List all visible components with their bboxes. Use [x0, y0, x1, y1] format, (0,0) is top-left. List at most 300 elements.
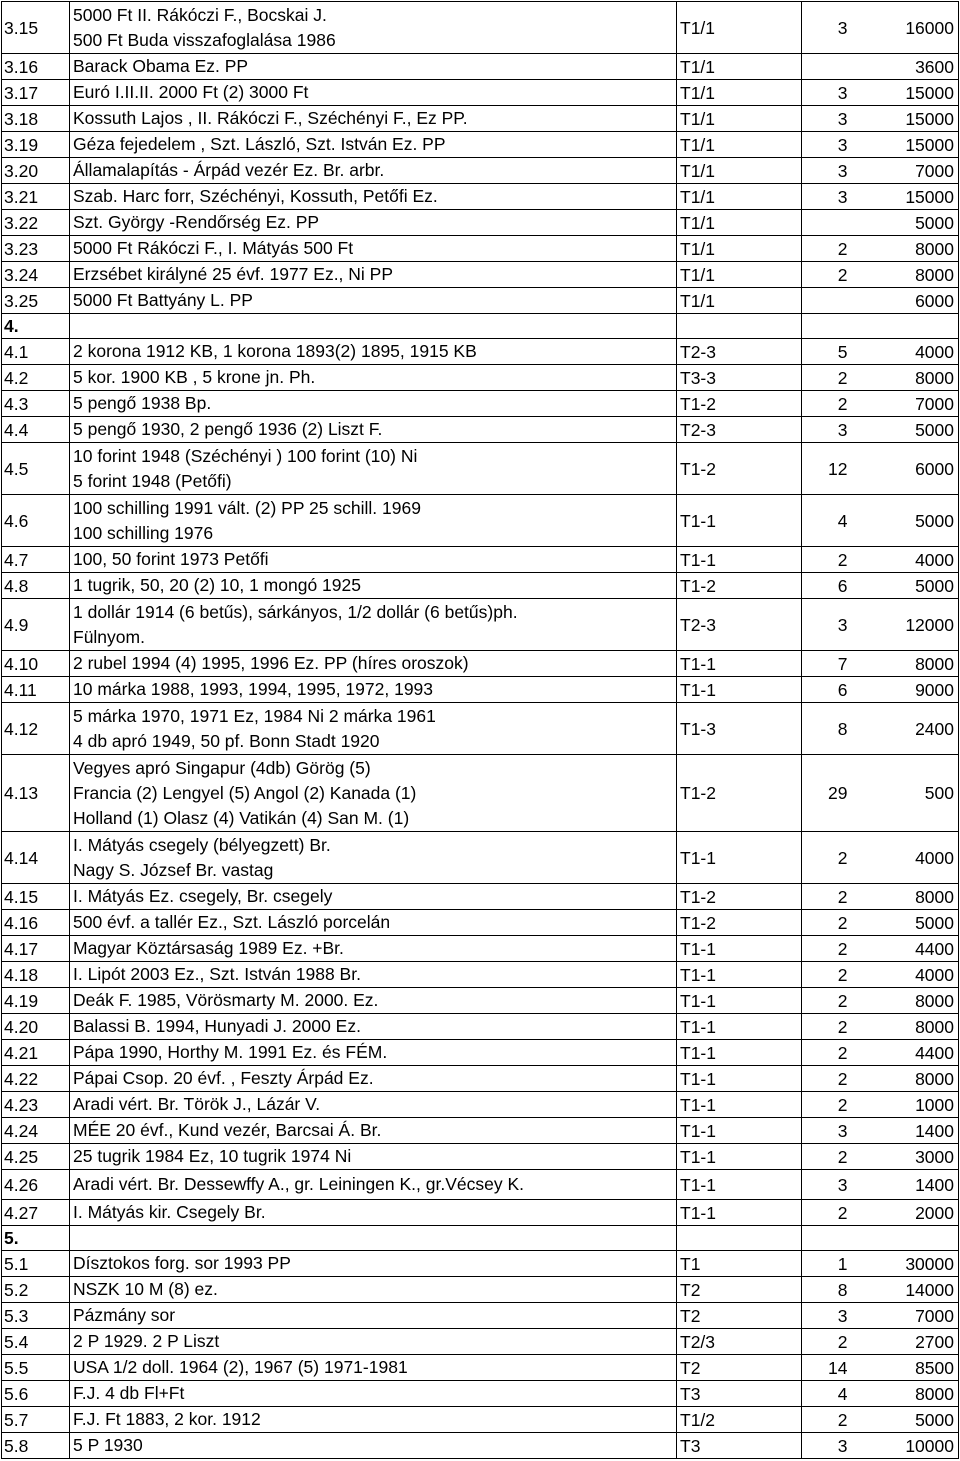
item-number: 4.15 [2, 884, 70, 910]
description-line: Francia (2) Lengyel (5) Angol (2) Kanada (1) [73, 782, 417, 803]
item-condition-code: T1/1 [677, 210, 802, 236]
description-line: 4 db apró 1949, 50 pf. Bonn Stadt 1920 [73, 730, 380, 751]
table-row [2, 391, 959, 417]
item-description [70, 599, 677, 651]
item-description [70, 703, 677, 755]
item-number: 4.5 [2, 443, 70, 495]
table-row [2, 132, 959, 158]
table-row [2, 210, 959, 236]
item-number: 3.20 [2, 158, 70, 184]
item-description [70, 391, 677, 417]
item-condition-code [677, 314, 802, 339]
item-quantity: 3 [802, 1433, 854, 1459]
item-quantity: 2 [802, 365, 854, 391]
item-condition-code: T1-1 [677, 1118, 802, 1144]
item-description [70, 1407, 677, 1433]
description-line: Pápa 1990, Horthy M. 1991 Ez. és FÉM. [73, 1042, 388, 1062]
item-number: 4.24 [2, 1118, 70, 1144]
item-description [70, 884, 677, 910]
item-price: 7000 [854, 1303, 959, 1329]
table-row [2, 54, 959, 80]
item-quantity: 2 [802, 1040, 854, 1066]
item-number: 3.23 [2, 236, 70, 262]
description-line: 1 dollár 1914 (6 betűs), sárkányos, 1/2 dollár (6 betűs)ph. [73, 601, 518, 622]
item-number: 4.7 [2, 547, 70, 573]
description-line: Szab. Harc forr, Széchényi, Kossuth, Petőfi Ez. [73, 186, 438, 206]
item-number: 3.19 [2, 132, 70, 158]
item-price: 4000 [854, 962, 959, 988]
item-quantity: 1 [802, 1251, 854, 1277]
item-number: 4.10 [2, 651, 70, 677]
item-quantity: 3 [802, 1118, 854, 1144]
description-line: 5 P 1930 [73, 1435, 143, 1455]
item-description [70, 1381, 677, 1407]
table-row [2, 547, 959, 573]
item-number: 3.21 [2, 184, 70, 210]
description-line: Dísztokos forg. sor 1993 PP [73, 1253, 291, 1273]
description-line: I. Mátyás csegely (bélyegzett) Br. [73, 834, 331, 855]
item-condition-code: T1-2 [677, 443, 802, 495]
item-condition-code: T1-2 [677, 755, 802, 832]
description-line: 500 Ft Buda visszafoglalása 1986 [73, 29, 336, 50]
item-price: 8000 [854, 365, 959, 391]
item-quantity [802, 288, 854, 314]
item-quantity: 2 [802, 832, 854, 884]
description-line: 1 tugrik, 50, 20 (2) 10, 1 mongó 1925 [73, 575, 361, 595]
item-number: 4.27 [2, 1200, 70, 1226]
item-quantity: 3 [802, 158, 854, 184]
item-price: 4000 [854, 339, 959, 365]
table-row [2, 106, 959, 132]
item-condition-code: T1-1 [677, 547, 802, 573]
item-condition-code: T2 [677, 1277, 802, 1303]
item-condition-code: T2-3 [677, 339, 802, 365]
item-price [854, 314, 959, 339]
item-condition-code: T1-1 [677, 1170, 802, 1200]
item-condition-code: T1-3 [677, 703, 802, 755]
description-line: Aradi vért. Br. Török J., Lázár V. [73, 1094, 321, 1114]
description-line: Kossuth Lajos , II. Rákóczi F., Széchényi F., Ez PP. [73, 108, 468, 128]
item-number: 4.22 [2, 1066, 70, 1092]
item-condition-code: T1/1 [677, 106, 802, 132]
item-price: 6000 [854, 288, 959, 314]
description-line: Államalapítás - Árpád vezér Ez. Br. arbr. [73, 160, 385, 180]
item-price: 6000 [854, 443, 959, 495]
item-description [70, 288, 677, 314]
description-line: 5 pengő 1938 Bp. [73, 393, 212, 413]
item-quantity: 29 [802, 755, 854, 832]
table-row [2, 1200, 959, 1226]
table-row [2, 495, 959, 547]
item-number: 4.1 [2, 339, 70, 365]
description-line: Aradi vért. Br. Dessewffy A., gr. Leiningen K., gr.Vécsey K. [73, 1174, 525, 1194]
item-number: 4.21 [2, 1040, 70, 1066]
table-row [2, 1092, 959, 1118]
item-number: 5.6 [2, 1381, 70, 1407]
description-line: I. Lipót 2003 Ez., Szt. István 1988 Br. [73, 964, 361, 984]
table-row [2, 599, 959, 651]
item-quantity: 2 [802, 1407, 854, 1433]
item-price: 4400 [854, 1040, 959, 1066]
item-price: 5000 [854, 495, 959, 547]
table-row [2, 443, 959, 495]
item-price: 1400 [854, 1170, 959, 1200]
item-description [70, 832, 677, 884]
item-condition-code: T1-1 [677, 1066, 802, 1092]
item-condition-code: T2-3 [677, 599, 802, 651]
table-row [2, 1144, 959, 1170]
description-line: Pázmány sor [73, 1305, 176, 1325]
item-description [70, 262, 677, 288]
item-quantity: 2 [802, 391, 854, 417]
table-row [2, 1040, 959, 1066]
item-price: 16000 [854, 2, 959, 54]
item-number: 4.23 [2, 1092, 70, 1118]
item-number: 4.19 [2, 988, 70, 1014]
description-line: 2 rubel 1994 (4) 1995, 1996 Ez. PP (híres oroszok) [73, 653, 469, 673]
item-condition-code: T1/1 [677, 288, 802, 314]
item-condition-code: T2 [677, 1355, 802, 1381]
item-number: 5. [2, 1226, 70, 1251]
item-price: 8000 [854, 884, 959, 910]
table-row [2, 288, 959, 314]
item-price: 15000 [854, 106, 959, 132]
table-row [2, 832, 959, 884]
item-price [854, 1226, 959, 1251]
table-row [2, 1251, 959, 1277]
item-price: 8000 [854, 1381, 959, 1407]
item-number: 4.25 [2, 1144, 70, 1170]
item-condition-code: T1-1 [677, 832, 802, 884]
item-number: 4.18 [2, 962, 70, 988]
item-quantity [802, 210, 854, 236]
section-row [2, 1226, 959, 1251]
item-quantity: 4 [802, 495, 854, 547]
table-row [2, 677, 959, 703]
item-quantity: 3 [802, 184, 854, 210]
item-price: 8000 [854, 651, 959, 677]
price-list-body [2, 2, 959, 1459]
item-description [70, 1433, 677, 1459]
item-description [70, 2, 677, 54]
item-quantity: 3 [802, 417, 854, 443]
table-row [2, 651, 959, 677]
item-price: 7000 [854, 391, 959, 417]
description-line: Deák F. 1985, Vörösmarty M. 2000. Ez. [73, 990, 379, 1010]
item-description [70, 651, 677, 677]
item-description [70, 1170, 677, 1200]
table-row [2, 184, 959, 210]
description-line: F.J. Ft 1883, 2 kor. 1912 [73, 1409, 261, 1429]
table-row [2, 573, 959, 599]
item-description [70, 314, 677, 339]
item-condition-code: T1-2 [677, 573, 802, 599]
item-description [70, 936, 677, 962]
item-description [70, 1303, 677, 1329]
item-description [70, 1040, 677, 1066]
item-number: 4.4 [2, 417, 70, 443]
item-condition-code: T1-1 [677, 1040, 802, 1066]
item-quantity: 2 [802, 936, 854, 962]
item-number: 5.2 [2, 1277, 70, 1303]
item-number: 4.2 [2, 365, 70, 391]
item-description [70, 236, 677, 262]
table-row [2, 1329, 959, 1355]
description-line: Nagy S. József Br. vastag [73, 859, 274, 880]
item-condition-code: T1-1 [677, 1200, 802, 1226]
item-quantity: 6 [802, 677, 854, 703]
item-condition-code: T2-3 [677, 417, 802, 443]
item-description [70, 677, 677, 703]
table-row [2, 236, 959, 262]
item-quantity: 3 [802, 132, 854, 158]
description-line: 25 tugrik 1984 Ez, 10 tugrik 1974 Ni [73, 1146, 352, 1166]
item-price: 15000 [854, 80, 959, 106]
description-line: 5000 Ft Rákóczi F., I. Mátyás 500 Ft [73, 238, 354, 258]
item-price: 4400 [854, 936, 959, 962]
item-number: 5.4 [2, 1329, 70, 1355]
item-number: 4.13 [2, 755, 70, 832]
item-price: 30000 [854, 1251, 959, 1277]
item-description [70, 1277, 677, 1303]
item-quantity: 4 [802, 1381, 854, 1407]
item-number: 5.1 [2, 1251, 70, 1277]
item-quantity: 3 [802, 106, 854, 132]
item-price: 9000 [854, 677, 959, 703]
item-description [70, 1226, 677, 1251]
item-quantity: 2 [802, 884, 854, 910]
item-condition-code: T1/1 [677, 184, 802, 210]
item-quantity: 14 [802, 1355, 854, 1381]
table-row [2, 962, 959, 988]
item-condition-code [677, 1226, 802, 1251]
item-price: 5000 [854, 573, 959, 599]
description-line: 100 schilling 1976 [73, 522, 214, 543]
item-condition-code: T1/1 [677, 236, 802, 262]
description-line: 5 forint 1948 (Petőfi) [73, 470, 232, 491]
item-quantity: 5 [802, 339, 854, 365]
item-number: 4.20 [2, 1014, 70, 1040]
item-price: 5000 [854, 210, 959, 236]
item-price: 7000 [854, 158, 959, 184]
item-price: 8000 [854, 988, 959, 1014]
table-row [2, 1277, 959, 1303]
item-price: 500 [854, 755, 959, 832]
description-line: Fülnyom. [73, 626, 145, 647]
item-number: 4.9 [2, 599, 70, 651]
item-price: 12000 [854, 599, 959, 651]
item-price: 4000 [854, 547, 959, 573]
description-line: 5 pengő 1930, 2 pengő 1936 (2) Liszt F. [73, 419, 383, 439]
description-line: Erzsébet királyné 25 évf. 1977 Ez., Ni PP [73, 264, 394, 284]
item-price: 2000 [854, 1200, 959, 1226]
item-number: 5.7 [2, 1407, 70, 1433]
description-line: 5000 Ft Battyány L. PP [73, 290, 253, 310]
item-quantity: 3 [802, 599, 854, 651]
table-row [2, 1355, 959, 1381]
table-row [2, 158, 959, 184]
item-price: 15000 [854, 132, 959, 158]
description-line: USA 1/2 doll. 1964 (2), 1967 (5) 1971-1981 [73, 1357, 408, 1377]
item-condition-code: T2 [677, 1303, 802, 1329]
item-number: 4.11 [2, 677, 70, 703]
item-condition-code: T1-1 [677, 936, 802, 962]
table-row [2, 417, 959, 443]
item-price: 2400 [854, 703, 959, 755]
item-description [70, 443, 677, 495]
section-row [2, 314, 959, 339]
item-condition-code: T1-1 [677, 651, 802, 677]
item-description [70, 1066, 677, 1092]
table-row [2, 988, 959, 1014]
item-quantity [802, 54, 854, 80]
description-line: Szt. György -Rendőrség Ez. PP [73, 212, 320, 232]
item-quantity: 3 [802, 1170, 854, 1200]
item-condition-code: T1/1 [677, 2, 802, 54]
description-line: 5 kor. 1900 KB , 5 krone jn. Ph. [73, 367, 316, 387]
item-condition-code: T3 [677, 1381, 802, 1407]
item-condition-code: T1/1 [677, 80, 802, 106]
item-number: 3.17 [2, 80, 70, 106]
description-line: 100, 50 forint 1973 Petőfi [73, 549, 269, 569]
item-condition-code: T1-2 [677, 391, 802, 417]
item-price: 8500 [854, 1355, 959, 1381]
item-description [70, 1092, 677, 1118]
item-price: 8000 [854, 236, 959, 262]
description-line: NSZK 10 M (8) ez. [73, 1279, 218, 1299]
item-condition-code: T1/1 [677, 132, 802, 158]
table-row [2, 936, 959, 962]
item-number: 3.22 [2, 210, 70, 236]
item-number: 4.6 [2, 495, 70, 547]
item-description [70, 1014, 677, 1040]
item-price: 3600 [854, 54, 959, 80]
table-row [2, 1118, 959, 1144]
price-list-table [1, 1, 959, 1459]
item-price: 5000 [854, 910, 959, 936]
description-line: Holland (1) Olasz (4) Vatikán (4) San M. (1) [73, 807, 410, 828]
table-row [2, 262, 959, 288]
item-description [70, 106, 677, 132]
table-row [2, 1433, 959, 1459]
item-condition-code: T1-2 [677, 884, 802, 910]
item-price: 8000 [854, 1066, 959, 1092]
table-row [2, 339, 959, 365]
table-row [2, 703, 959, 755]
description-line: 2 korona 1912 KB, 1 korona 1893(2) 1895, 1915 KB [73, 341, 477, 361]
item-description [70, 54, 677, 80]
item-condition-code: T3-3 [677, 365, 802, 391]
item-quantity: 2 [802, 1092, 854, 1118]
item-condition-code: T1/1 [677, 262, 802, 288]
item-description [70, 1144, 677, 1170]
item-quantity: 6 [802, 573, 854, 599]
table-row [2, 910, 959, 936]
table-row [2, 365, 959, 391]
description-line: Euró I.II.II. 2000 Ft (2) 3000 Ft [73, 82, 309, 102]
table-row [2, 1014, 959, 1040]
table-row [2, 1066, 959, 1092]
item-number: 4.3 [2, 391, 70, 417]
item-condition-code: T1-1 [677, 1144, 802, 1170]
item-quantity: 2 [802, 962, 854, 988]
item-description [70, 495, 677, 547]
item-price: 8000 [854, 262, 959, 288]
item-description [70, 80, 677, 106]
item-quantity: 8 [802, 1277, 854, 1303]
item-number: 5.8 [2, 1433, 70, 1459]
item-number: 3.25 [2, 288, 70, 314]
item-quantity: 2 [802, 262, 854, 288]
item-number: 4.26 [2, 1170, 70, 1200]
table-row [2, 1407, 959, 1433]
item-price: 15000 [854, 184, 959, 210]
description-line: 5000 Ft II. Rákóczi F., Bocskai J. [73, 4, 327, 25]
description-line: Pápai Csop. 20 évf. , Feszty Árpád Ez. [73, 1068, 374, 1088]
item-condition-code: T1-1 [677, 1014, 802, 1040]
item-description [70, 1118, 677, 1144]
item-condition-code: T1/1 [677, 158, 802, 184]
table-row [2, 80, 959, 106]
description-line: MÉE 20 évf., Kund vezér, Barcsai Á. Br. [73, 1120, 382, 1140]
item-description [70, 1251, 677, 1277]
item-condition-code: T1-1 [677, 962, 802, 988]
item-quantity: 2 [802, 1066, 854, 1092]
item-number: 5.5 [2, 1355, 70, 1381]
item-number: 4.17 [2, 936, 70, 962]
item-number: 3.15 [2, 2, 70, 54]
item-condition-code: T1/1 [677, 54, 802, 80]
item-quantity: 2 [802, 1144, 854, 1170]
item-quantity: 2 [802, 236, 854, 262]
description-line: 10 márka 1988, 1993, 1994, 1995, 1972, 1993 [73, 679, 434, 699]
item-description [70, 132, 677, 158]
item-number: 4.14 [2, 832, 70, 884]
item-number: 3.16 [2, 54, 70, 80]
item-price: 4000 [854, 832, 959, 884]
item-quantity: 8 [802, 703, 854, 755]
item-price: 5000 [854, 1407, 959, 1433]
item-number: 4.8 [2, 573, 70, 599]
item-number: 3.18 [2, 106, 70, 132]
description-line: 5 márka 1970, 1971 Ez, 1984 Ni 2 márka 1961 [73, 705, 436, 726]
description-line: Magyar Köztársaság 1989 Ez. +Br. [73, 938, 344, 958]
item-condition-code: T1-1 [677, 677, 802, 703]
item-number: 4.12 [2, 703, 70, 755]
item-quantity: 2 [802, 988, 854, 1014]
item-quantity: 2 [802, 547, 854, 573]
item-number: 3.24 [2, 262, 70, 288]
table-row [2, 2, 959, 54]
item-condition-code: T1-1 [677, 988, 802, 1014]
table-row [2, 1381, 959, 1407]
item-quantity: 3 [802, 1303, 854, 1329]
description-line: 100 schilling 1991 vált. (2) PP 25 schill. 1969 [73, 497, 421, 518]
item-price: 1000 [854, 1092, 959, 1118]
item-description [70, 988, 677, 1014]
item-condition-code: T1 [677, 1251, 802, 1277]
item-description [70, 417, 677, 443]
item-condition-code: T1/2 [677, 1407, 802, 1433]
description-line: 10 forint 1948 (Széchényi ) 100 forint (10) Ni [73, 445, 418, 466]
item-condition-code: T1-2 [677, 910, 802, 936]
item-price: 14000 [854, 1277, 959, 1303]
item-description [70, 339, 677, 365]
item-price: 2700 [854, 1329, 959, 1355]
table-row [2, 1303, 959, 1329]
item-description [70, 184, 677, 210]
description-line: Barack Obama Ez. PP [73, 56, 249, 76]
